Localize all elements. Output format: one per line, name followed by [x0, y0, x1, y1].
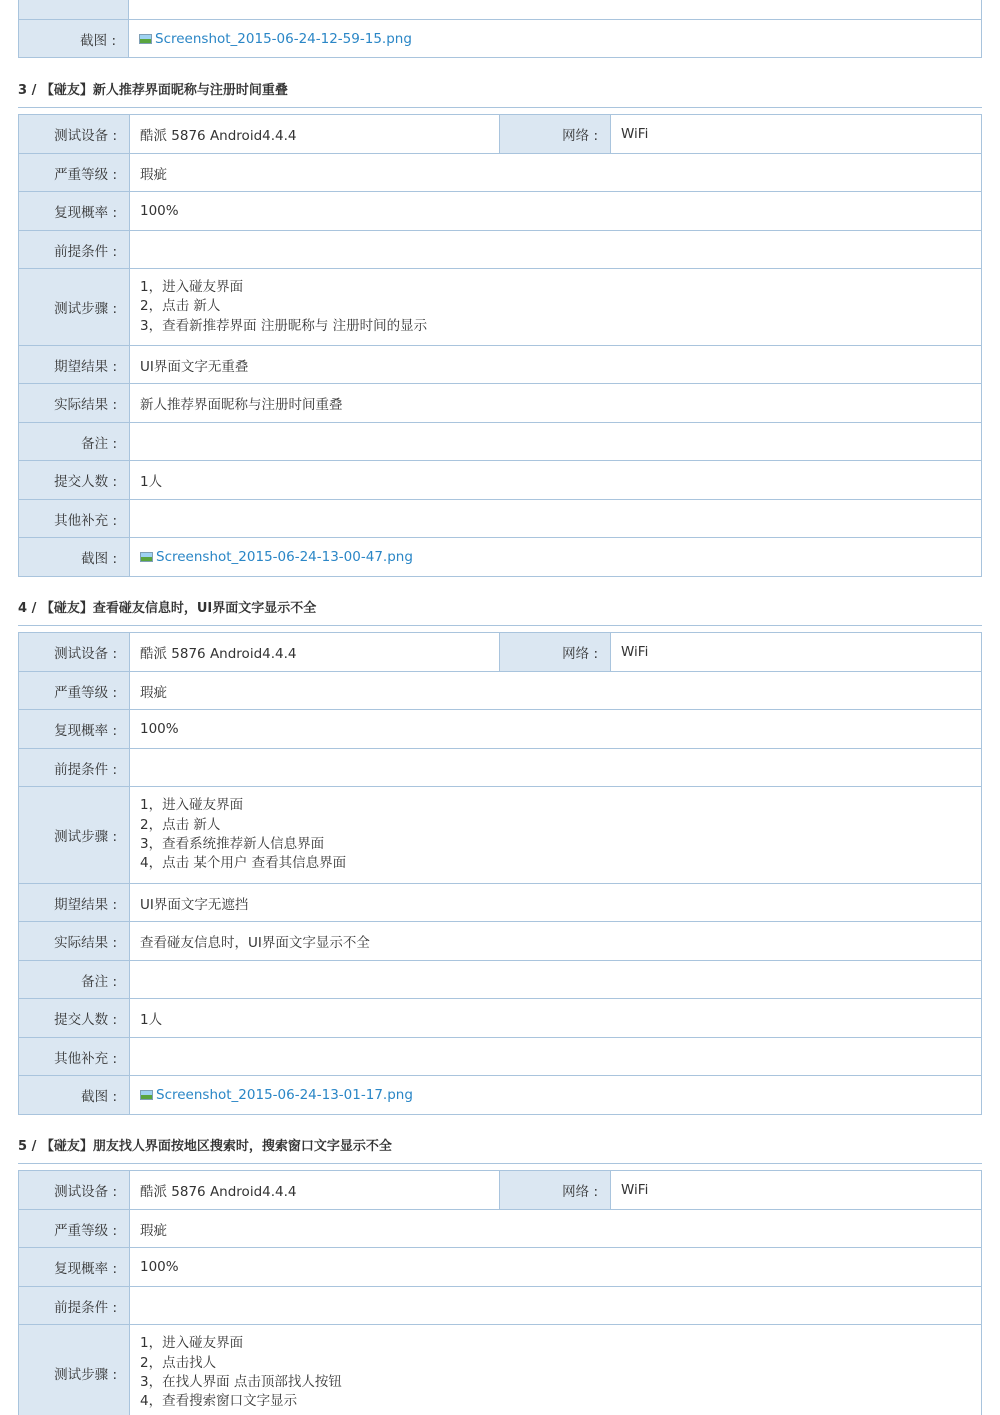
device-value: 酷派 5876 Android4.4.4: [130, 1171, 500, 1210]
severity-value: 瑕疵: [130, 154, 982, 192]
precondition-value: [130, 231, 982, 269]
precondition-value: [130, 749, 982, 787]
precondition-label: 前提条件 :: [19, 749, 130, 787]
screenshot-link[interactable]: Screenshot_2015-06-24-13-00-47.png: [156, 549, 413, 565]
network-label: 网络 :: [500, 1171, 611, 1210]
severity-value: 瑕疵: [130, 1210, 982, 1248]
submitters-label: 提交人数 :: [19, 461, 130, 500]
device-label: 测试设备 :: [19, 115, 130, 154]
step-item: 3，查看新推荐界面 注册昵称与 注册时间的显示: [140, 317, 428, 334]
extra-value: [130, 500, 982, 538]
precondition-label: 前提条件 :: [19, 1287, 130, 1325]
steps-value: [130, 1325, 982, 1415]
actual-value: 新人推荐界面昵称与注册时间重叠: [130, 384, 982, 423]
network-value: WiFi: [611, 1171, 982, 1210]
network-value: WiFi: [611, 115, 982, 154]
screenshot-cell: [130, 538, 982, 577]
bug-title: 5 / 【碰友】朋友找人界面按地区搜索时，搜索窗口文字显示不全: [18, 1135, 982, 1164]
steps-label: 测试步骤 :: [19, 1325, 130, 1415]
device-value: 酷派 5876 Android4.4.4: [130, 115, 500, 154]
severity-label: 严重等级 :: [19, 154, 130, 192]
network-value: WiFi: [611, 633, 982, 672]
severity-label: 严重等级 :: [19, 672, 130, 710]
remark-value: [130, 423, 982, 461]
network-label: 网络 :: [500, 633, 611, 672]
step-item: 2，点击 新人: [140, 816, 221, 833]
screenshot-cell: [130, 1076, 982, 1115]
extra-value: [130, 1038, 982, 1076]
extra-label: 其他补充 :: [19, 1038, 130, 1076]
screenshot-link[interactable]: Screenshot_2015-06-24-13-01-17.png: [156, 1087, 413, 1103]
expected-label: 期望结果 :: [19, 884, 130, 922]
steps-label: 测试步骤 :: [19, 269, 130, 346]
step-item: 2，点击 新人: [140, 298, 221, 315]
screenshot-label: 截图 :: [19, 20, 129, 58]
step-item: 1，进入碰友界面: [140, 1335, 244, 1352]
expected-value: UI界面文字无遮挡: [130, 884, 982, 922]
screenshot-label: 截图 :: [19, 1076, 130, 1115]
bug-table-previous: [18, 0, 982, 58]
remark-value: [130, 961, 982, 999]
extra-label: 其他补充 :: [19, 500, 130, 538]
screenshot-cell: [129, 20, 982, 58]
repro-label: 复现概率 :: [19, 710, 130, 749]
actual-label: 实际结果 :: [19, 922, 130, 961]
precondition-label: 前提条件 :: [19, 231, 130, 269]
screenshot-label: 截图 :: [19, 538, 130, 577]
repro-value: 100%: [130, 192, 982, 231]
expected-label: 期望结果 :: [19, 346, 130, 384]
label-cell: [19, 0, 129, 20]
severity-label: 严重等级 :: [19, 1210, 130, 1248]
device-label: 测试设备 :: [19, 1171, 130, 1210]
expected-value: UI界面文字无重叠: [130, 346, 982, 384]
step-item: 4，查看搜索窗口文字显示: [140, 1393, 298, 1410]
steps-value: [130, 269, 982, 346]
step-item: 1，进入碰友界面: [140, 278, 244, 295]
screenshot-link[interactable]: Screenshot_2015-06-24-12-59-15.png: [155, 30, 412, 47]
repro-label: 复现概率 :: [19, 192, 130, 231]
steps-label: 测试步骤 :: [19, 787, 130, 884]
steps-value: [130, 787, 982, 884]
device-label: 测试设备 :: [19, 633, 130, 672]
image-file-icon: [140, 552, 153, 562]
severity-value: 瑕疵: [130, 672, 982, 710]
step-item: 4，点击 某个用户 查看其信息界面: [140, 855, 347, 872]
actual-label: 实际结果 :: [19, 384, 130, 423]
repro-label: 复现概率 :: [19, 1248, 130, 1287]
step-item: 3，查看系统推荐新人信息界面: [140, 836, 325, 852]
bug-title: 3 / 【碰友】新人推荐界面昵称与注册时间重叠: [18, 79, 982, 108]
bug-table: [18, 114, 982, 577]
step-item: 3，在找人界面 点击顶部找人按钮: [140, 1374, 342, 1390]
remark-label: 备注 :: [19, 961, 130, 999]
value-cell: [129, 0, 982, 20]
submitters-value: 1人: [130, 999, 982, 1038]
submitters-value: 1人: [130, 461, 982, 500]
image-file-icon: [139, 34, 152, 44]
bug-title: 4 / 【碰友】查看碰友信息时，UI界面文字显示不全: [18, 597, 982, 626]
repro-value: 100%: [130, 710, 982, 749]
precondition-value: [130, 1287, 982, 1325]
device-value: 酷派 5876 Android4.4.4: [130, 633, 500, 672]
remark-label: 备注 :: [19, 423, 130, 461]
image-file-icon: [140, 1090, 153, 1100]
bug-table: [18, 632, 982, 1115]
network-label: 网络 :: [500, 115, 611, 154]
step-item: 1，进入碰友界面: [140, 797, 244, 814]
actual-value: 查看碰友信息时，UI界面文字显示不全: [130, 922, 982, 961]
step-item: 2，点击找人: [140, 1354, 217, 1371]
bug-table: [18, 1170, 982, 1415]
repro-value: 100%: [130, 1248, 982, 1287]
submitters-label: 提交人数 :: [19, 999, 130, 1038]
